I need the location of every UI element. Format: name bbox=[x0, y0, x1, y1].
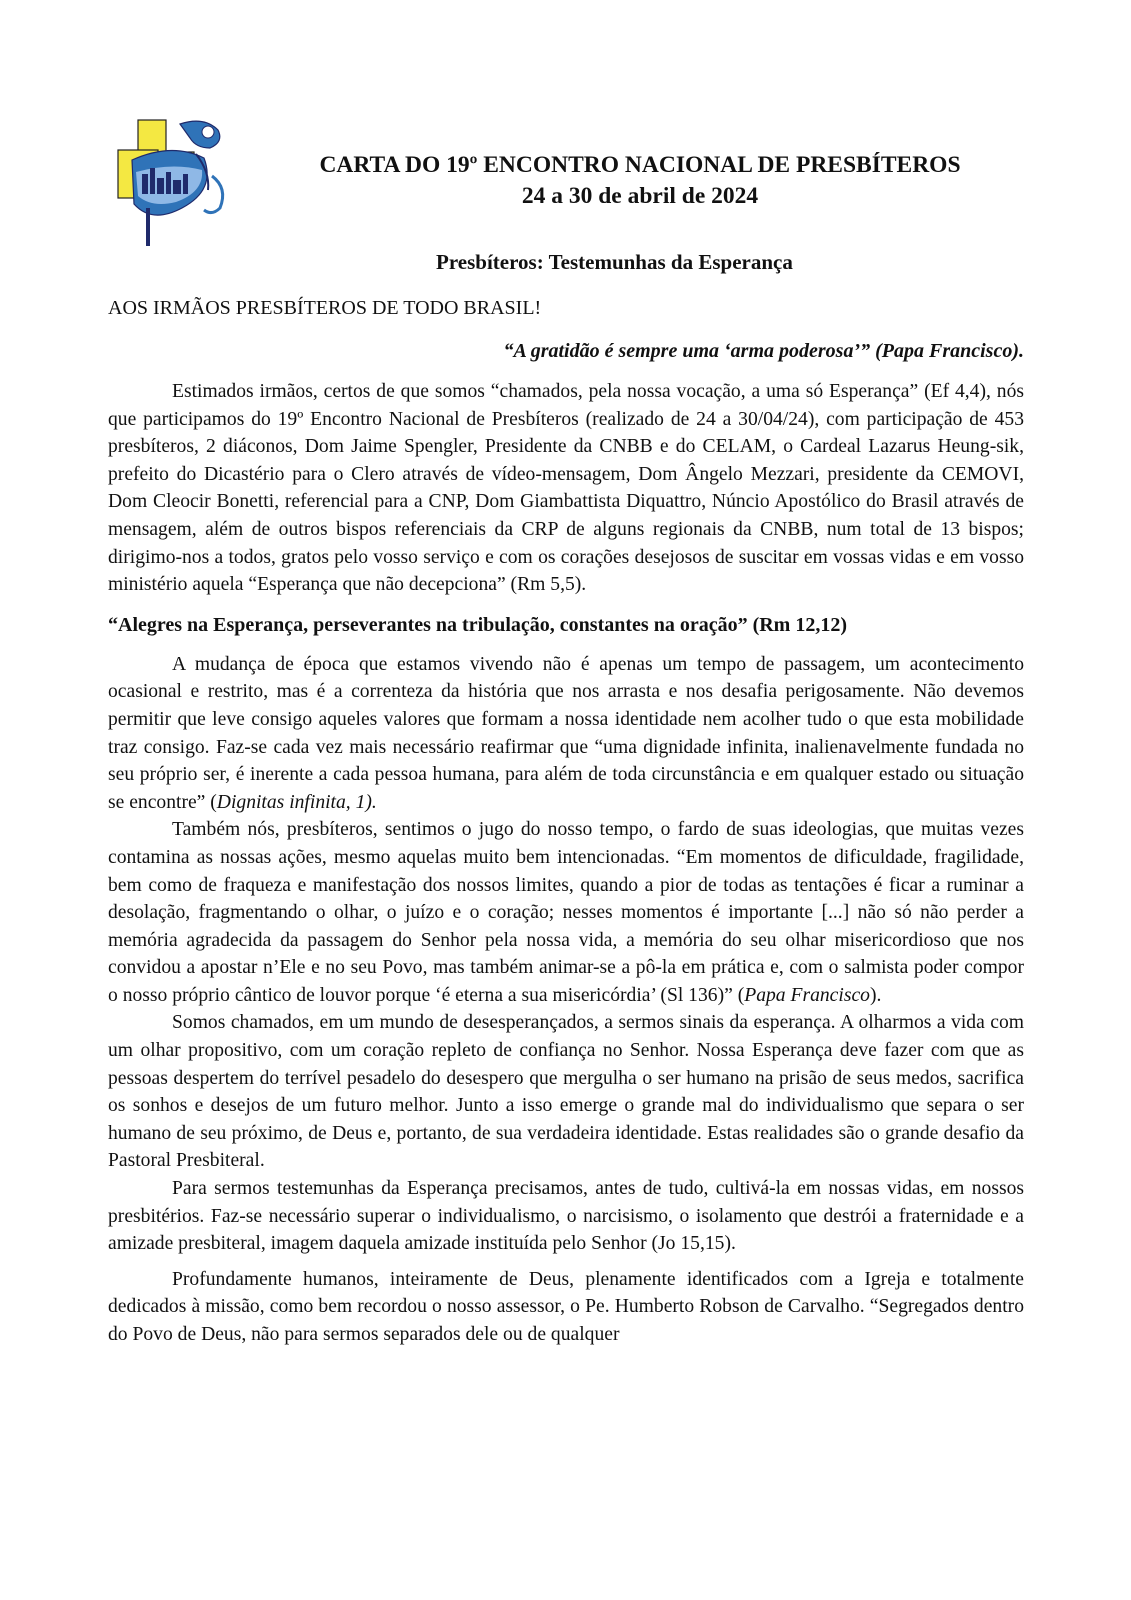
letter-body bbox=[108, 378, 1024, 1349]
paragraph-3-end: ). bbox=[869, 984, 882, 1006]
paragraph-2-citation: Dignitas infinita, 1). bbox=[216, 791, 377, 813]
paragraph-4: Somos chamados, em um mundo de desesperançados, a sermos sinais da esperança. A olharmos a vida com um olhar propositivo, com um coração repleto de confiança no Senhor. Nossa Esperança deve fazer com que as pessoas despertem do terrível pesadelo do desespero que mergulha o ser humano na prisão de seus medos, sacrifica os sonhos e desejos de um futuro melhor. Junto a isso emerge o grande mal do individualismo que separa o ser humano de seu próximo, de Deus e, portanto, de sua verdadeira identidade. Estas realidades são o grande desafio da Pastoral Presbiteral. bbox=[108, 1012, 1024, 1172]
paragraph-1: Estimados irmãos, certos de que somos “chamados, pela nossa vocação, a uma só Esperança” (Ef 4,4), nós que participamos do 19º Encontro Nacional de Presbíteros (realizado de 24 a 30/04/24), com participação de 453 presbíteros, 2 diáconos, Dom Jaime Spengler, Presidente da CNBB e do CELAM, o Cardeal Lazarus Heung-sik, prefeito do Dicastério para o Clero através de vídeo-mensagem, Dom Ângelo Mezzari, presidente da CEMOVI, Dom Cleocir Bonetti, referencial para a CNP, Dom Giambattista Diquattro, Núncio Apostólico do Brasil através de mensagem, além de outros bispos referenciais da CRP de alguns regionais da CNBB, num total de 13 bispos; dirigimo-nos a todos, gratos pelo vosso serviço e com os corações desejosos de suscitar em vossas vidas e em vosso ministério aquela “Esperança que não decepciona” (Rm 5,5). bbox=[108, 381, 1024, 596]
paragraph-2 bbox=[108, 651, 1024, 817]
document-subtitle: Presbíteros: Testemunhas da Esperança bbox=[436, 250, 793, 274]
salutation: AOS IRMÃOS PRESBÍTEROS DE TODO BRASIL! bbox=[108, 297, 542, 319]
paragraph-2-text: A mudança de época que estamos vivendo não é apenas um tempo de passagem, um acontecimento ocasional e restrito, mas é a correnteza da história que nos arrasta e nos desafia perigosamente. Não devemos permitir que leve consigo aqueles valores que formam a nossa identidade nem acolher tudo o que esta mobilidade traz consigo. Faz-se cada vez mais necessário reafirmar que “uma dignidade infinita, inalienavelmente fundada no seu próprio ser, é inerente a cada pessoa humana, para além de toda circunstância e em qualquer estado ou situação se encontre” ( bbox=[108, 653, 1024, 813]
paragraph-3-citation: Papa Francisco bbox=[744, 984, 870, 1006]
paragraph-6: Profundamente humanos, inteiramente de Deus, plenamente identificados com a Igreja e totalmente dedicados à missão, como bem recordou o nosso assessor, o Pe. Humberto Robson de Carvalho. “Segregados dentro do Povo de Deus, não para sermos separados dele ou de qualquer bbox=[108, 1268, 1024, 1345]
epigraph-quote: “A gratidão é sempre uma ‘arma poderosa’” (Papa Francisco). bbox=[503, 340, 1024, 362]
section-heading: “Alegres na Esperança, perseverantes na tribulação, constantes na oração” (Rm 12,12) bbox=[108, 613, 847, 636]
paragraph-3 bbox=[108, 816, 1024, 1009]
title-line-2: 24 a 30 de abril de 2024 bbox=[521, 183, 759, 209]
document-title bbox=[240, 150, 1040, 212]
paragraph-3-text: Também nós, presbíteros, sentimos o jugo do nosso tempo, o fardo de suas ideologias, que muitas vezes contamina as nossas ações, mesmo aquelas muito bem intencionadas. “Em momentos de dificuldade, fragilidade, bem como de fraqueza e manifestação dos nossos limites, quando a pior de todas as tentações é ficar a ruminar a desolação, fragmentando o olhar, o juízo e o coração; nesses momentos é importante [...] não só não perder a memória agradecida da passagem do Senhor pela nossa vida, a memória do seu olhar misericordioso que nos convidou a apostar n’Ele e no seu Povo, mas também animar-se a pô-la em prática e, com o salmista poder compor o nosso próprio cântico de louvor porque ‘é eterna a sua misericórdia’ (Sl 136)” ( bbox=[108, 819, 1024, 1006]
paragraph-5: Para sermos testemunhas da Esperança precisamos, antes de tudo, cultivá-la em nossas vidas, em nossos presbitérios. Faz-se necessário superar o individualismo, o narcisismo, o isolamento que destrói a fraternidade e a amizade presbiteral, imagem daquela amizade instituída pelo Senhor (Jo 15,15). bbox=[108, 1178, 1024, 1255]
title-line-1: CARTA DO 19º ENCONTRO NACIONAL DE PRESBÍTEROS bbox=[319, 152, 961, 178]
cross-logo-icon bbox=[112, 112, 234, 248]
